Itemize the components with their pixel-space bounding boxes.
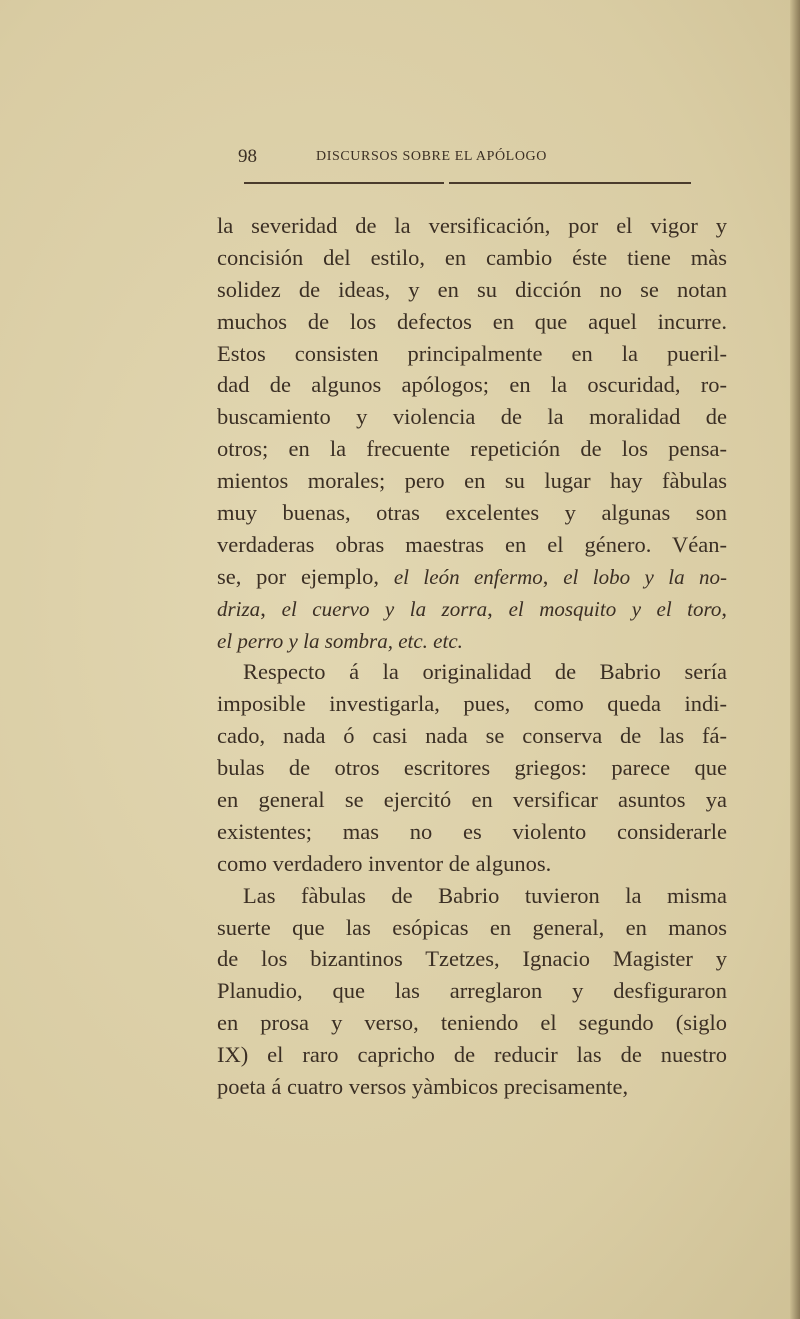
text-line bbox=[217, 1007, 727, 1039]
text-line bbox=[217, 1039, 727, 1071]
text-segment: IX) el raro capricho de reducir las de nuestro bbox=[217, 1042, 727, 1068]
text-segment: en general se ejercitó en versificar asuntos ya bbox=[217, 787, 727, 813]
text-segment: de los bizantinos Tzetzes, Ignacio Magister y bbox=[217, 946, 727, 972]
text-segment: , bbox=[260, 595, 282, 621]
text-segment: suerte que las esópicas en general, en manos bbox=[217, 914, 727, 940]
body-text bbox=[217, 210, 727, 1103]
text-segment: buscamiento y violencia de la moralidad de bbox=[217, 404, 727, 430]
text-line bbox=[217, 465, 727, 497]
text-segment: solidez de ideas, y en su dicción no se notan bbox=[217, 276, 727, 302]
text-segment: otros; en la frecuente repetición de los pensa- bbox=[217, 436, 727, 462]
text-line bbox=[217, 369, 727, 401]
text-line bbox=[217, 816, 727, 848]
text-segment: Las fàbulas de Babrio tuvieron la misma bbox=[243, 882, 727, 908]
text-line bbox=[217, 561, 727, 593]
text-line bbox=[217, 625, 727, 657]
text-line bbox=[217, 784, 727, 816]
text-line bbox=[217, 880, 727, 912]
text-line bbox=[217, 688, 727, 720]
text-segment: Planudio, que las arreglaron y desfiguraron bbox=[217, 978, 727, 1004]
text-line bbox=[217, 848, 727, 880]
italic-title: el cuervo y la zorra bbox=[281, 596, 488, 621]
text-line bbox=[217, 529, 727, 561]
text-line bbox=[217, 274, 727, 306]
text-line bbox=[217, 943, 727, 975]
page-header bbox=[238, 146, 728, 170]
text-segment: Estos consisten principalmente en la pueril- bbox=[217, 340, 727, 366]
italic-title: el perro y la sombra, etc. etc. bbox=[217, 628, 463, 653]
text-segment: se, por ejemplo, bbox=[217, 563, 394, 589]
header-rule-right bbox=[449, 182, 691, 184]
text-line bbox=[217, 433, 727, 465]
text-segment: imposible investigarla, pues, como queda indi- bbox=[217, 691, 727, 717]
italic-title: el león enfermo bbox=[393, 564, 543, 589]
text-segment: cado, nada ó casi nada se conserva de las fá- bbox=[217, 723, 727, 749]
italic-title: driza bbox=[217, 596, 261, 621]
text-line bbox=[217, 338, 727, 370]
text-segment: concisión del estilo, en cambio éste tiene màs bbox=[217, 244, 727, 270]
running-title: DISCURSOS SOBRE EL APÓLOGO bbox=[316, 149, 547, 164]
text-segment: la severidad de la versificación, por el vigor y bbox=[217, 213, 727, 238]
text-segment: , bbox=[721, 595, 727, 621]
text-line bbox=[217, 210, 727, 242]
italic-title: el lobo y la no- bbox=[563, 564, 728, 589]
text-segment: , bbox=[487, 595, 509, 621]
text-line bbox=[217, 497, 727, 529]
text-segment: existentes; mas no es violento considerarle bbox=[217, 818, 727, 844]
text-line bbox=[217, 720, 727, 752]
text-segment: en prosa y verso, teniendo el segundo (siglo bbox=[217, 1010, 727, 1036]
text-segment: poeta á cuatro versos yàmbicos precisamente, bbox=[217, 1074, 629, 1100]
text-line bbox=[217, 593, 727, 625]
italic-title: el mosquito y el toro bbox=[508, 596, 722, 621]
header-rule-left bbox=[244, 182, 444, 184]
text-segment: verdaderas obras maestras en el género. Véan- bbox=[217, 531, 727, 557]
text-segment: dad de algunos apólogos; en la oscuridad, ro- bbox=[217, 372, 727, 398]
text-line bbox=[217, 401, 727, 433]
page-edge bbox=[790, 0, 800, 1319]
text-segment: , bbox=[542, 563, 564, 589]
text-segment: como verdadero inventor de algunos. bbox=[217, 850, 552, 876]
text-line bbox=[217, 242, 727, 274]
text-line bbox=[217, 656, 727, 688]
text-line bbox=[217, 1071, 727, 1103]
text-segment: muy buenas, otras excelentes y algunas son bbox=[217, 500, 727, 526]
text-segment: mientos morales; pero en su lugar hay fàbulas bbox=[217, 468, 727, 494]
text-line bbox=[217, 912, 727, 944]
text-segment: muchos de los defectos en que aquel incurre. bbox=[217, 308, 727, 334]
page-number: 98 bbox=[238, 146, 257, 167]
text-segment: Respecto á la originalidad de Babrio sería bbox=[243, 659, 727, 685]
text-line bbox=[217, 306, 727, 338]
text-line bbox=[217, 752, 727, 784]
text-segment: bulas de otros escritores griegos: parece que bbox=[217, 755, 727, 781]
text-line bbox=[217, 975, 727, 1007]
